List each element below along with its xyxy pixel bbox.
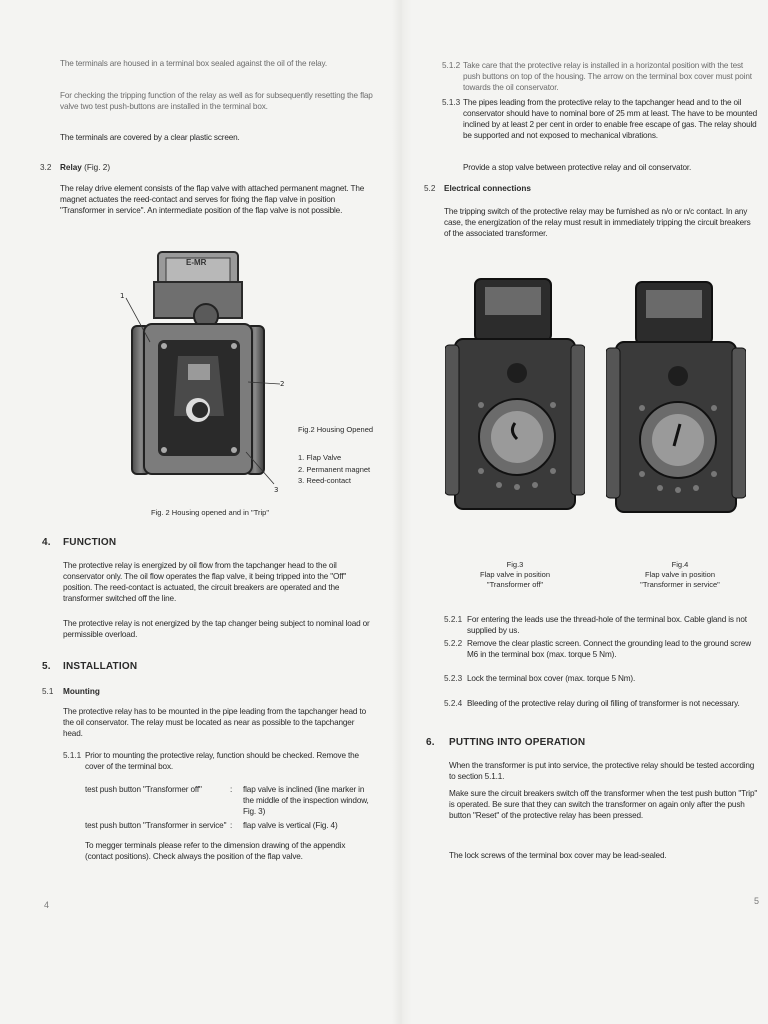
figure-2-callout-3: 3	[274, 486, 279, 494]
test-button-off-label: test push button "Transformer off"	[85, 785, 202, 794]
lock-cover-paragraph: Lock the terminal box cover (max. torque 5 Nm).	[467, 674, 636, 683]
figure-3-caption-line-2: "Transformer off"	[486, 580, 544, 589]
mounting-paragraph: The protective relay has to be mounted in the pipe leading from the tapchanger head to the oil conservator. The relay must be located as near as possible to the tapchanger head.	[63, 707, 366, 738]
section-title-installation: INSTALLATION	[63, 661, 138, 672]
section-number-5-2-3: 5.2.3	[444, 674, 463, 683]
section-figure-ref: (Fig. 2)	[84, 163, 111, 172]
intro-paragraph-1: The terminals are housed in a terminal box sealed against the oil of the relay.	[60, 59, 327, 68]
figure-2-legend-title: Fig.2 Housing Opened	[298, 425, 374, 434]
figure-2-caption: Fig. 2 Housing opened and in "Trip"	[150, 508, 270, 517]
section-number-5-1-2: 5.1.2	[442, 61, 461, 70]
section-number-6: 6.	[426, 737, 435, 748]
figure-3-relay-transformer-off	[445, 275, 585, 515]
section-number-3-2: 3.2	[40, 163, 52, 172]
section-number-5-1-1: 5.1.1	[63, 751, 82, 760]
figure-2-relay-housing-opened	[118, 246, 288, 498]
figure-3-caption-number: Fig.3	[506, 560, 524, 569]
megger-note: To megger terminals please refer to the dimension drawing of the appendix (contact positions). Check always the position of the flap valve.	[85, 841, 346, 861]
section-number-5-1-3: 5.1.3	[442, 98, 461, 107]
operation-paragraph-2: Make sure the circuit breakers switch off the transformer when the test push button "Trip" is operated. Be sure that they can switch the transformer on again only after the push button "Reset" of the protective relay has been pressed.	[449, 789, 758, 820]
horizontal-position-paragraph: Take care that the protective relay is installed in a horizontal position with the test push buttons on top of the housing. The arrow on the terminal box cover must point towards the oil conservator.	[463, 61, 752, 92]
section-number-5-2-4: 5.2.4	[444, 699, 463, 708]
test-button-off-result: flap valve is inclined (line marker in the middle of the inspection window, Fig. 3)	[243, 785, 369, 816]
section-number-5: 5.	[42, 661, 51, 672]
test-button-service-separator: :	[230, 821, 233, 830]
function-paragraph-1: The protective relay is energized by oil flow from the tapchanger head to the oil conservator only. The oil flow operates the flap valve, it being tripped into the "Off" position. The reed-contact is actuated, the circuit breakers are operated and the transformer switched off the line.	[63, 561, 347, 603]
section-title-relay: Relay	[60, 163, 82, 172]
section-number-5-2-1: 5.2.1	[444, 615, 463, 624]
figure-4-caption-line-1: Flap valve in position	[644, 570, 716, 579]
section-number-5-1: 5.1	[42, 687, 54, 696]
function-paragraph-2: The protective relay is not energized by the tap changer being subject to nominal load or permissible overload.	[63, 619, 370, 639]
figure-4-caption-line-2: "Transformer in service"	[640, 580, 720, 589]
figure-2-callout-1: 1	[120, 292, 125, 300]
section-title-putting-into-operation: PUTTING INTO OPERATION	[449, 737, 586, 748]
relay-paragraph: The relay drive element consists of the flap valve with attached permanent magnet. The magnet actuates the reed-contact and serves for fixing the flap valve in position "Transformer in service". An intermediate position of the flap valve is not possible.	[60, 184, 365, 215]
figure-2-nameplate: E-MR	[186, 258, 207, 267]
operation-paragraph-1: When the transformer is put into service, the protective relay should be tested according to section 5.1.1.	[449, 761, 755, 781]
page-gutter	[392, 0, 412, 1024]
section-number-5-2: 5.2	[424, 184, 436, 193]
section-title-electrical-connections: Electrical connections	[444, 184, 531, 193]
leads-paragraph: For entering the leads use the thread-hole of the terminal box. Cable gland is not supplied by us.	[467, 615, 747, 635]
figure-2-callout-2: 2	[280, 380, 285, 388]
stop-valve-note: Provide a stop valve between protective relay and oil conservator.	[463, 163, 692, 172]
pipes-paragraph: The pipes leading from the protective relay to the tapchanger head and to the oil conservator should have to nominal bore of 25 mm at least. The have to be mounted inclined by at least 2 per cent in order to enable free escape of gas. The relay should be supported and not exposed to mechanical vibrations.	[463, 98, 758, 140]
legend-item-permanent-magnet: 2. Permanent magnet	[298, 464, 371, 474]
bleeding-paragraph: Bleeding of the protective relay during oil filling of transformer is not necessary.	[467, 699, 740, 708]
figure-4-relay-transformer-in-service	[606, 280, 746, 516]
legend-item-flap-valve: 1. Flap Valve	[298, 453, 342, 462]
section-number-4: 4.	[42, 537, 51, 548]
section-title-mounting: Mounting	[63, 687, 100, 696]
test-button-service-result: flap valve is vertical (Fig. 4)	[243, 821, 338, 830]
electrical-connections-paragraph: The tripping switch of the protective relay may be furnished as n/o or n/c contact. In any case, the energization of the relay must result in immediately tripping the circuit breakers of the associated transformer.	[444, 207, 751, 238]
legend-item-reed-contact: 3. Reed-contact	[298, 476, 351, 485]
page-number-left: 4	[44, 900, 50, 910]
figure-4-caption-number: Fig.4	[671, 560, 689, 569]
figure-2-legend	[298, 452, 370, 487]
section-number-5-2-2: 5.2.2	[444, 639, 463, 648]
figure-3-caption	[450, 560, 580, 590]
page-number-right: 5	[754, 896, 760, 906]
lead-seal-note: The lock screws of the terminal box cover may be lead-sealed.	[449, 851, 667, 860]
section-title-function: FUNCTION	[63, 537, 117, 548]
test-button-off-separator: :	[230, 785, 233, 794]
section-heading-relay	[60, 162, 110, 173]
figure-4-caption	[612, 560, 748, 590]
function-check-paragraph: Prior to mounting the protective relay, function should be checked. Remove the cover of the terminal box.	[85, 751, 359, 771]
grounding-paragraph: Remove the clear plastic screen. Connect the grounding lead to the ground screw M6 in the terminal box (max. torque 5 Nm).	[467, 639, 751, 659]
test-button-service-label: test push button "Transformer in service"	[85, 821, 227, 830]
intro-paragraph-3: The terminals are covered by a clear plastic screen.	[60, 133, 240, 142]
figure-3-caption-line-1: Flap valve in position	[479, 570, 551, 579]
intro-paragraph-2: For checking the tripping function of the relay as well as for subsequently resetting the flap valve two test push-buttons are installed in the terminal box.	[60, 91, 373, 111]
